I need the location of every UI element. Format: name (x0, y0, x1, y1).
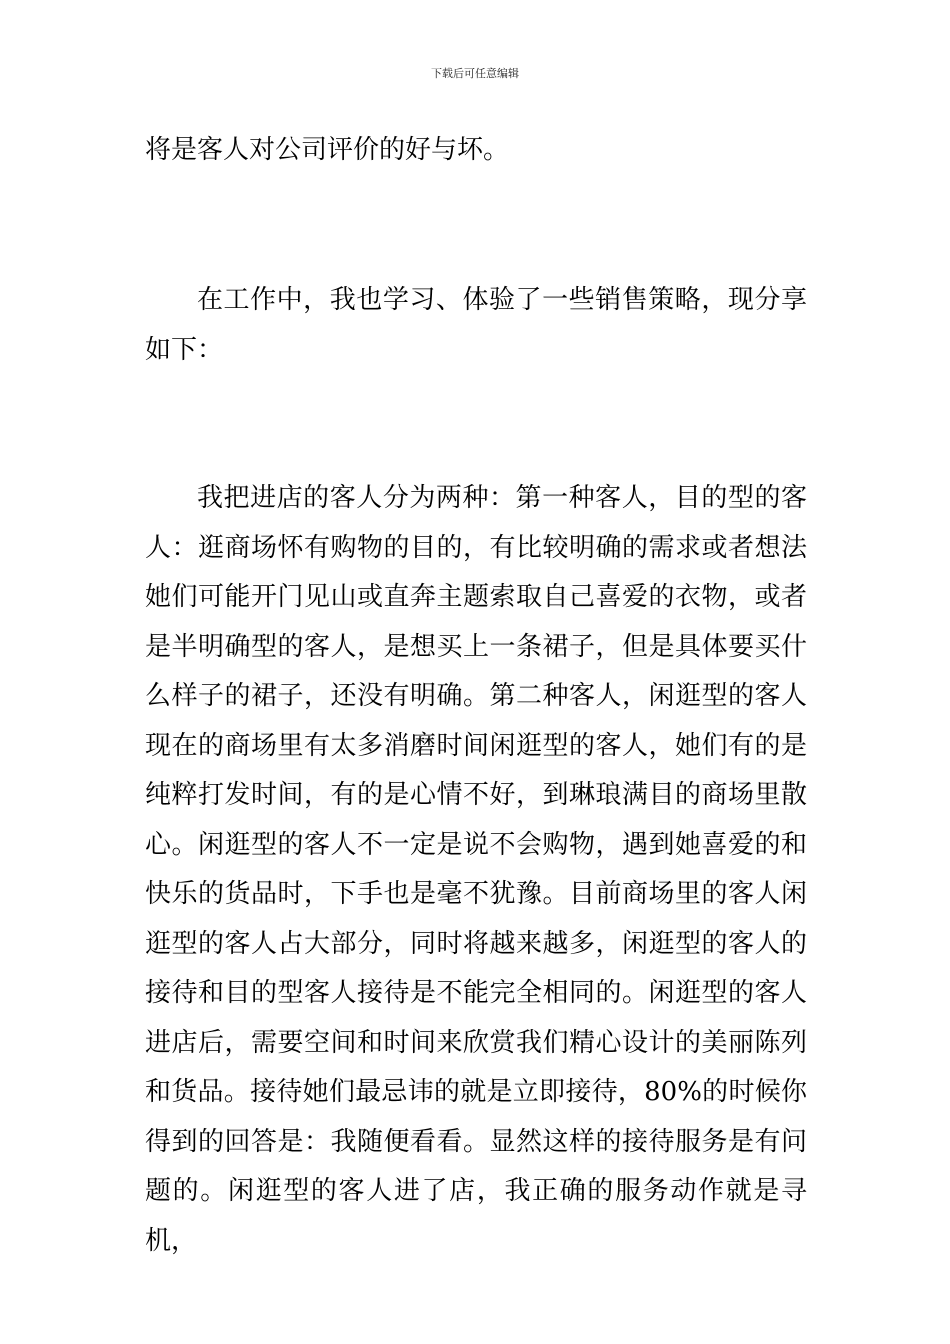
page-header-note: 下载后可任意编辑 (431, 67, 519, 80)
paragraph-customer-types: 我把进店的客人分为两种：第一种客人，目的型的客人：逛商场怀有购物的目的，有比较明确的需求或者想法她们可能开门见山或直奔主题索取自己喜爱的衣物，或者是半明确型的客人，是想买上一条裙子，但是具体要买什么样子的裙子，还没有明确。第二种客人，闲逛型的客人现在的商场里有太多消磨时间闲逛型的客人，她们有的是纯粹打发时间，有的是心情不好，到琳琅满目的商场里散心。闲逛型的客人不一定是说不会购物，遇到她喜爱的和快乐的货品时，下手也是毫不犹豫。目前商场里的客人闲逛型的客人占大部分，同时将越来越多，闲逛型的客人的接待和目的型客人接待是不能完全相同的。闲逛型的客人进店后，需要空间和时间来欣赏我们精心设计的美丽陈列和货品。接待她们最忌讳的就是立即接待，80%的时候你得到的回答是：我随便看看。显然这样的接待服务是有问题的。闲逛型的客人进了店，我正确的服务动作就是寻机， (145, 483, 807, 1256)
paragraph-continuation: 将是客人对公司评价的好与坏。 (145, 135, 510, 165)
paragraph-sales-strategy-intro: 在工作中，我也学习、体验了一些销售策略，现分享如下： (145, 285, 807, 365)
